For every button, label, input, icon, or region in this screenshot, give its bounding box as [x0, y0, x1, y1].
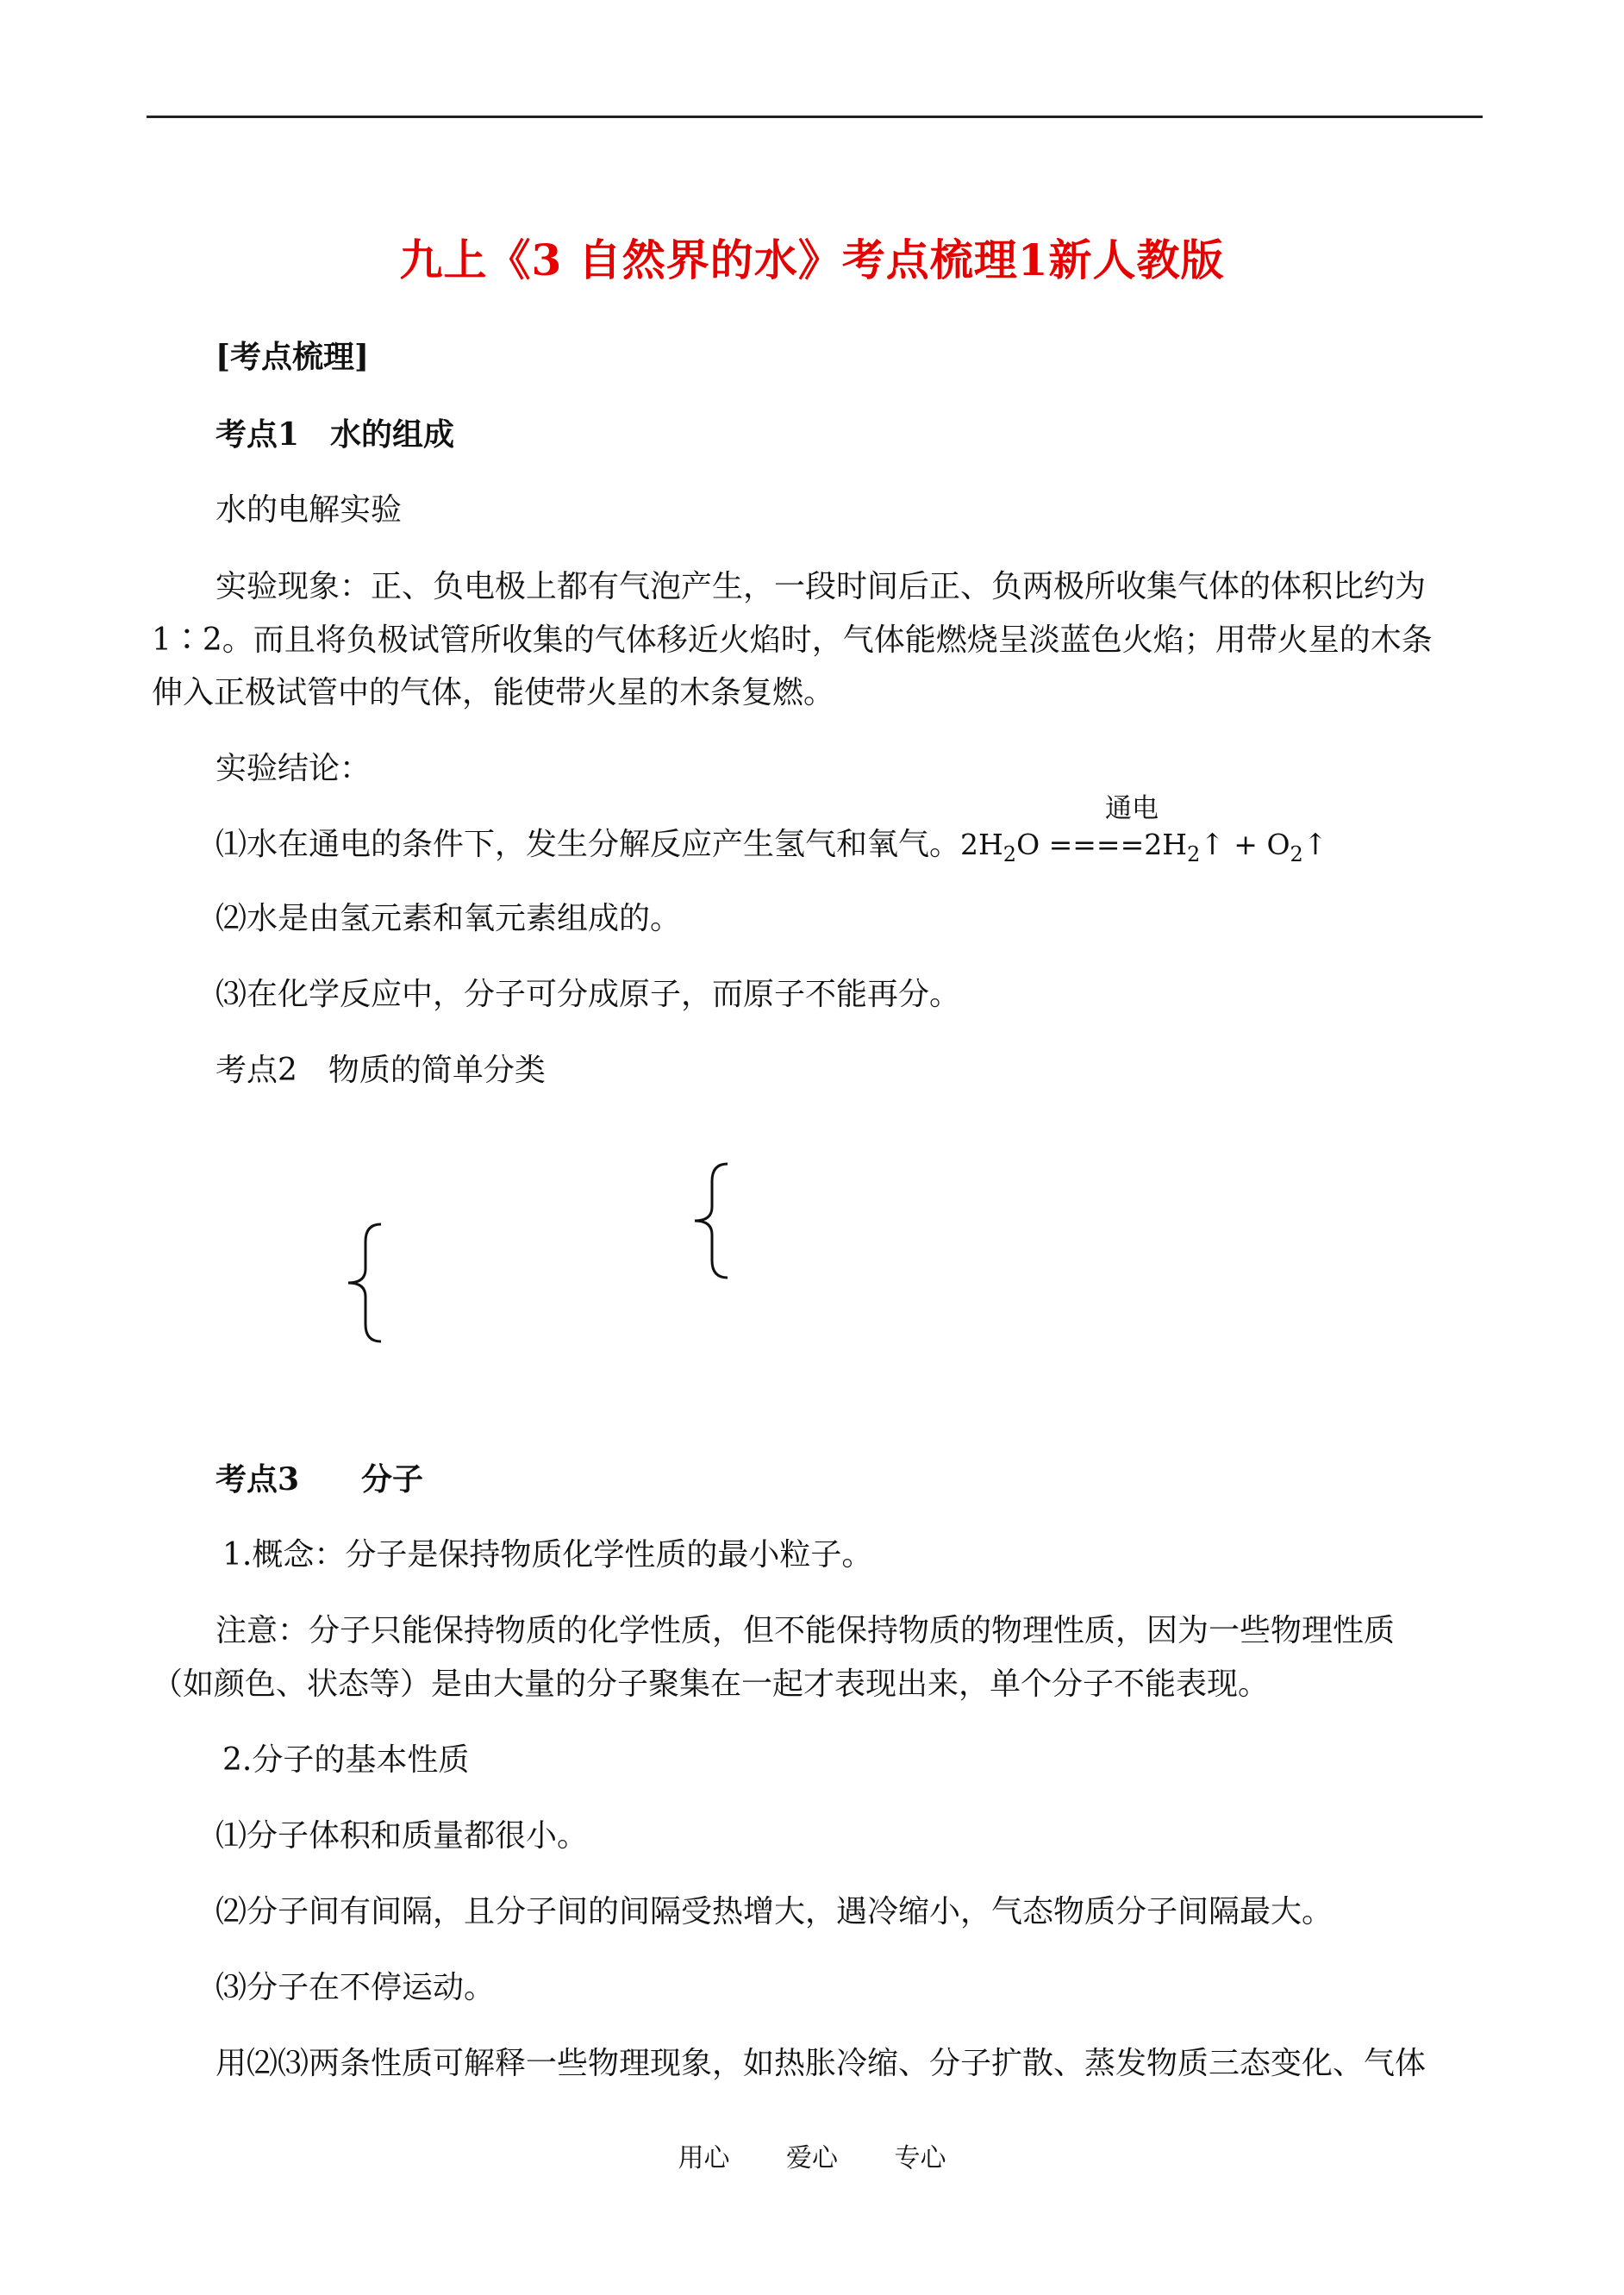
properties-title: 2.分子的基本性质	[222, 1742, 470, 1778]
conclusion-2: ⑵水是由氢元素和氧元素组成的。	[215, 901, 682, 936]
point3-heading: 考点3 分子	[215, 1461, 424, 1498]
page-footer	[0, 2136, 1624, 2174]
phenomenon-line-3: 伸入正极试管中的气体，能使带火星的木条复燃。	[152, 675, 835, 710]
reaction-condition: 通电	[1105, 793, 1159, 824]
property-explanation: 用⑵⑶两条性质可解释一些物理现象，如热胀冷缩、分子扩散、蒸发物质三态变化、气体	[215, 2046, 1427, 2081]
phenomenon-line-2: 1∶2。而且将负极试管所收集的气体移近火焰时，气体能燃烧呈淡蓝色火焰；用带火星的木条	[152, 622, 1433, 658]
gas-arrow-icon: ↑	[1302, 828, 1328, 862]
property-2: ⑵分子间有间隔，且分子间的间隔受热增大，遇冷缩小，气态物质分子间隔最大。	[215, 1894, 1334, 1929]
property-1: ⑴分子体积和质量都很小。	[215, 1818, 589, 1854]
equation: $2H_2O$ $====2H_2↑$ + $O_2↑$	[960, 828, 1328, 866]
conclusion-3: ⑶在化学反应中，分子可分成原子，而原子不能再分。	[215, 977, 961, 1012]
conclusion-1-text: ⑴水在通电的条件下，发生分解反应产生氢气和氧气。	[215, 827, 961, 862]
property-3: ⑶分子在不停运动。	[215, 1970, 496, 2005]
point2-heading: 考点2 物质的简单分类	[215, 1053, 546, 1088]
footer-word-3: 专心	[894, 2143, 946, 2173]
classification-brace-lower	[343, 1223, 386, 1343]
point1-subheading: 水的电解实验	[215, 492, 403, 528]
footer-word-2: 爱心	[786, 2143, 838, 2173]
footer-word-1: 用心	[678, 2143, 730, 2173]
classification-brace-upper	[690, 1162, 733, 1279]
conclusion-label: 实验结论：	[215, 751, 372, 786]
molecule-concept: 1.概念：分子是保持物质化学性质的最小粒子。	[222, 1537, 873, 1573]
section-header: [考点梳理]	[215, 339, 370, 375]
header-rule	[147, 116, 1483, 118]
document-title: 九上《3 自然界的水》考点梳理1新人教版	[399, 235, 1225, 285]
note-line-2: （如颜色、状态等）是由大量的分子聚集在一起才表现出来，单个分子不能表现。	[152, 1667, 1270, 1702]
point1-heading: 考点1 水的组成	[215, 416, 455, 453]
note-line-1: 注意：分子只能保持物质的化学性质，但不能保持物质的物理性质，因为一些物理性质	[215, 1613, 1396, 1648]
gas-arrow-icon: ↑	[1200, 828, 1225, 862]
conclusion-1	[215, 826, 1327, 873]
phenomenon-line-1: 实验现象：正、负电极上都有气泡产生，一段时间后正、负两极所收集气体的体积比约为	[215, 569, 1427, 604]
